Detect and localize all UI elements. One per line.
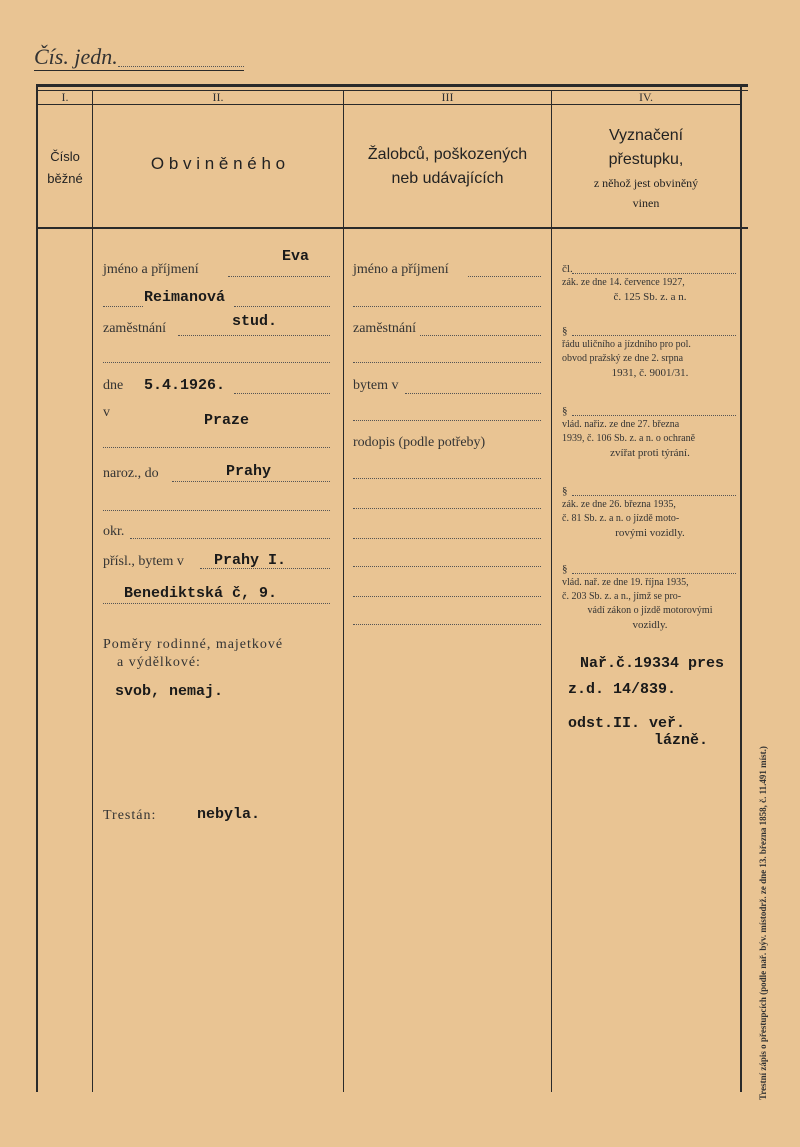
accused-name-label: jméno a příjmení — [103, 262, 199, 277]
col3-divider — [551, 90, 552, 1092]
accused-residence-label: přísl., bytem v — [103, 554, 184, 569]
offense-s2-line — [572, 335, 736, 336]
offense-s3-c: 1939, č. 106 Sb. z. a n. o ochraně — [562, 433, 696, 444]
table-top-border — [36, 84, 748, 87]
cis-jedn-label: Čís. jedn. — [34, 44, 118, 69]
header-bottom-border — [36, 227, 748, 229]
accused-district-line — [130, 538, 330, 539]
accused-surname-line-right — [234, 306, 330, 307]
offense-typed-4: lázně. — [654, 732, 709, 749]
col4-number: IV. — [638, 90, 654, 104]
plaintiff-blank-line-7 — [353, 566, 541, 567]
col1-title — [38, 146, 92, 190]
accused-residence: Prahy I. — [214, 552, 287, 569]
accused-family-label — [103, 636, 283, 672]
accused-born-line — [172, 481, 330, 482]
accused-surname: Reimanová — [144, 289, 226, 306]
offense-typed-1: Nař.č.19334 pres — [580, 655, 725, 672]
plaintiff-blank-line-3 — [353, 420, 541, 421]
col1-title-line1: Číslo — [50, 149, 80, 164]
col2-title: O b v i n ě n é h o — [150, 154, 286, 173]
accused-born: Prahy — [226, 463, 272, 480]
offense-section-1 — [562, 262, 738, 304]
plaintiff-blank-line-8 — [353, 596, 541, 597]
accused-first-name: Eva — [282, 248, 310, 265]
col3-title — [344, 143, 551, 191]
offense-s3-line — [572, 415, 736, 416]
accused-born-label: naroz., do — [103, 466, 159, 481]
offense-s1-c: č. 125 Sb. z. a n. — [613, 291, 687, 303]
accused-occupation-label: zaměstnání — [103, 321, 166, 336]
col4-title — [552, 124, 740, 212]
accused-family-label-line1: Poměry rodinné, majetkové — [103, 637, 284, 652]
accused-blank-line-2 — [103, 510, 330, 511]
offense-section-4 — [562, 484, 738, 540]
accused-family-label-line2: a výdělkové: — [117, 655, 201, 670]
col3-title-line2: neb udávajících — [391, 170, 504, 187]
accused-blank-line-1 — [103, 362, 330, 363]
offense-s5-c: č. 203 Sb. z. a n., jímž se pro- — [562, 591, 682, 602]
col1-divider — [92, 90, 93, 1092]
accused-punished-label: Trestán: — [103, 808, 157, 823]
col-number-underline — [38, 104, 740, 105]
col2-number: II. — [212, 90, 224, 104]
accused-place-line — [103, 447, 330, 448]
plaintiff-name-label: jméno a příjmení — [353, 262, 449, 277]
offense-s1-line — [572, 273, 736, 274]
plaintiff-blank-line-4 — [353, 478, 541, 479]
right-border — [740, 84, 742, 1092]
cis-jedn-line — [118, 66, 244, 67]
plaintiff-blank-line-2 — [353, 362, 541, 363]
accused-family: svob, nemaj. — [115, 683, 224, 700]
cis-jedn-underline — [34, 70, 244, 71]
offense-s4-a: § — [562, 485, 568, 497]
plaintiff-blank-line-5 — [353, 508, 541, 509]
col3-number: III — [441, 90, 454, 104]
plaintiff-genealogy-label: rodopis (podle potřeby) — [353, 435, 486, 450]
offense-s4-c: č. 81 Sb. z. a n. o jízdě moto- — [562, 513, 680, 524]
offense-s1-a: čl. — [562, 263, 573, 275]
accused-surname-line-left — [103, 306, 143, 307]
offense-section-2 — [562, 324, 738, 380]
offense-s2-c: obvod pražský ze dne 2. srpna — [562, 353, 684, 364]
plaintiff-blank-line-6 — [353, 538, 541, 539]
plaintiff-blank-line-9 — [353, 624, 541, 625]
offense-s5-e: vozidly. — [632, 619, 668, 631]
col3-title-line1: Žalobců, poškozených — [367, 146, 528, 163]
col2-divider — [343, 90, 344, 1092]
accused-address-line — [103, 603, 330, 604]
offense-s5-line — [572, 573, 736, 574]
accused-district-label: okr. — [103, 524, 125, 539]
offense-s4-b: zák. ze dne 26. března 1935, — [562, 499, 676, 510]
accused-date-label: dne — [103, 378, 124, 393]
offense-s5-a: § — [562, 563, 568, 575]
accused-place-label: v — [103, 405, 110, 420]
offense-s2-d: 1931, č. 9001/31. — [611, 367, 689, 379]
offense-s3-b: vlád. nařiz. ze dne 27. března — [562, 419, 680, 430]
offense-s4-line — [572, 495, 736, 496]
left-border — [36, 84, 38, 1092]
col1-number: I. — [61, 90, 69, 104]
col1-title-line2: běžné — [47, 171, 83, 186]
plaintiff-residence-label: bytem v — [353, 378, 399, 393]
plaintiff-residence-line — [405, 393, 541, 394]
offense-s1-b: zák. ze dne 14. července 1927, — [562, 277, 685, 288]
offense-typed-2: z.d. 14/839. — [568, 681, 677, 698]
plaintiff-occupation-line — [420, 335, 541, 336]
plaintiff-blank-line-1 — [353, 306, 541, 307]
offense-section-3 — [562, 404, 738, 460]
accused-occupation: stud. — [232, 313, 278, 330]
side-note: Trestní zápis o přestupcích (podle nař. býv. místodrž. ze dne 13. března 1858, č. 11.491 míst.) — [758, 746, 768, 1100]
offense-s2-b: řádu uličního a jízdního pro pol. — [562, 339, 691, 350]
accused-occupation-line — [178, 335, 330, 336]
accused-punished: nebyla. — [197, 806, 261, 823]
offense-s5-d: vádí zákon o jízdě motorovými — [587, 605, 713, 616]
plaintiff-occupation-label: zaměstnání — [353, 321, 416, 336]
col4-title-line1: Vyznačení — [608, 127, 684, 144]
accused-date-line — [234, 393, 330, 394]
accused-place: Praze — [204, 412, 250, 429]
col4-subtitle-line1: z něhož jest obviněný — [593, 176, 699, 190]
col4-title-line2: přestupku, — [608, 151, 684, 168]
offense-s2-a: § — [562, 325, 568, 337]
col4-subtitle-line2: vinen — [632, 196, 660, 210]
offense-s3-a: § — [562, 405, 568, 417]
accused-name-line — [228, 276, 330, 277]
plaintiff-name-line — [468, 276, 541, 277]
offense-s3-d: zvířat proti týrání. — [610, 447, 690, 459]
offense-s4-d: rovými vozidly. — [615, 527, 685, 539]
accused-address: Benediktská č, 9. — [124, 585, 278, 602]
offense-typed-3: odst.II. veř. — [568, 715, 686, 732]
offense-s5-b: vlád. nař. ze dne 19. října 1935, — [562, 577, 689, 588]
accused-date: 5.4.1926. — [144, 377, 226, 394]
accused-residence-line — [200, 568, 330, 569]
